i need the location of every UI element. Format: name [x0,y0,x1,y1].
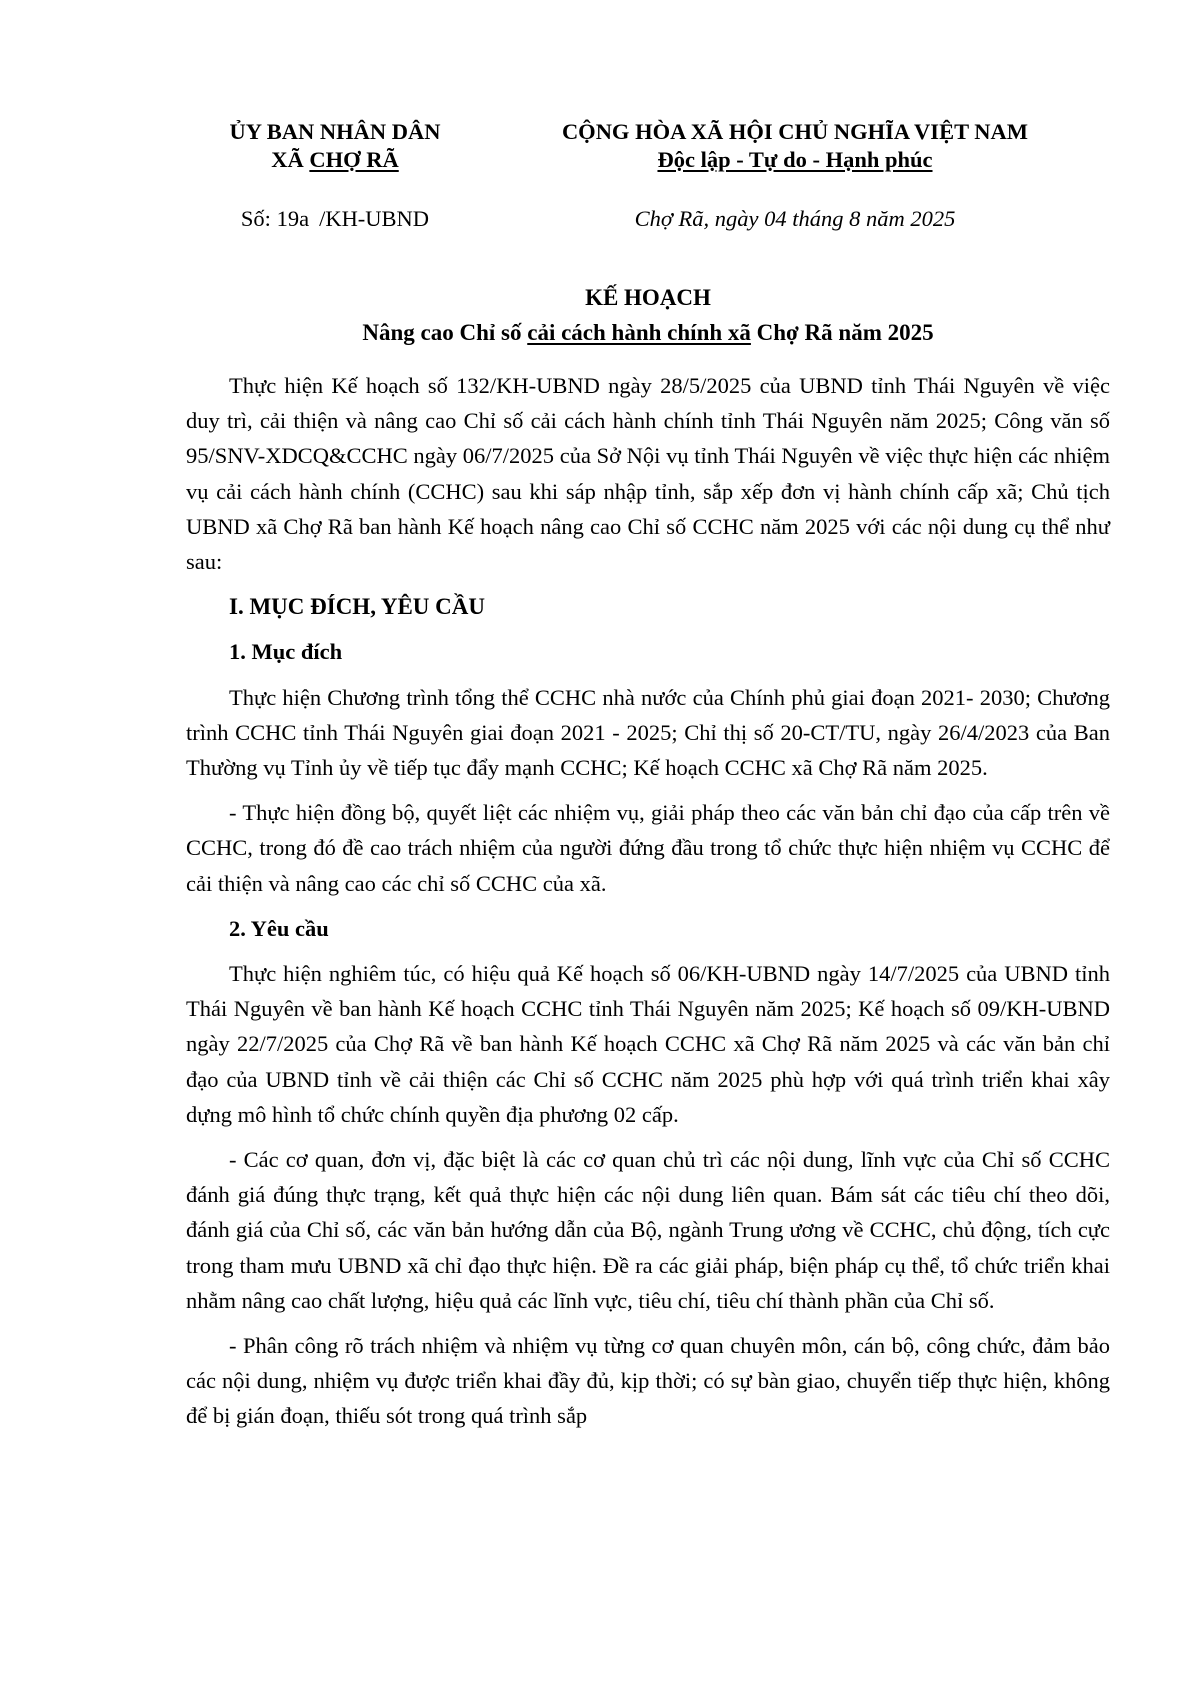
subject-part-underlined: cải cách hành chính xã [527,320,751,345]
section-heading: I. MỤC ĐÍCH, YÊU CẦU [229,594,485,620]
nation-motto: Độc lập - Tự do - Hạnh phúc [657,147,933,172]
agency-line-2 [190,146,480,174]
paragraph: - Phân công rõ trách nhiệm và nhiệm vụ từng cơ quan chuyên môn, cán bộ, công chức, đảm bảo các nội dung, nhiệm vụ được triển khai đầy đủ, kịp thời; có sự bàn giao, chuyển tiếp thực hiện, không để bị gián đoạn, thiếu sót trong quá trình sắp [186,1333,1110,1429]
subsection-heading-requirements: 2. Yêu cầu [229,915,329,941]
subject-part-1: Nâng cao Chỉ số [362,320,528,345]
agency-prefix: XÃ [271,147,310,172]
document-type: KẾ HOẠCH [585,285,711,310]
paragraph: Thực hiện Chương trình tổng thể CCHC nhà nước của Chính phủ giai đoạn 2021- 2030; Chương trình CCHC tỉnh Thái Nguyên giai đoạn 2021 - 2025; Chỉ thị số 20-CT/TU, ngày 26/4/2023 của Ban Thường vụ Tỉnh ủy về tiếp tục đẩy mạnh CCHC; Kế hoạch CCHC xã Chợ Rã năm 2025. [186,684,1110,781]
document-title [186,280,1110,350]
paragraph: - Thực hiện đồng bộ, quyết liệt các nhiệm vụ, giải pháp theo các văn bản chỉ đạo của cấp trên về CCHC, trong đó đề cao trách nhiệm của người đứng đầu trong tổ chức thực hiện nhiệm vụ CCHC để cải thiện và nâng cao các chỉ số CCHC của xã. [186,800,1110,896]
intro-paragraph: Thực hiện Kế hoạch số 132/KH-UBND ngày 28/5/2025 của UBND tỉnh Thái Nguyên về việc duy trì, cải thiện và nâng cao Chỉ số cải cách hành chính tỉnh Thái Nguyên năm 2025; Công văn số 95/SNV-XDCQ&CCHC ngày 06/7/2025 của Sở Nội vụ tỉnh Thái Nguyên về việc thực hiện các nhiệm vụ cải cách hành chính (CCHC) sau khi sáp nhập tỉnh, sắp xếp đơn vị hành chính cấp xã; Chủ tịch UBND xã Chợ Rã ban hành Kế hoạch nâng cao Chỉ số CCHC năm 2025 với các nội dung cụ thể như sau: [186,373,1110,575]
national-header [500,118,1090,174]
agency-name: CHỢ RÃ [309,147,399,172]
document-number-suffix: /KH-UBND [319,206,430,231]
document-number-value: 19a [276,206,310,231]
document-body [186,368,1110,1444]
document-number [190,205,480,233]
document-number-label: Số: [240,206,271,231]
place-date: Chợ Rã, ngày 04 tháng 8 năm 2025 [634,206,956,231]
subsection-heading-purpose: 1. Mục đích [229,639,343,665]
document-subject [186,315,1110,350]
paragraph: Thực hiện nghiêm túc, có hiệu quả Kế hoạch số 06/KH-UBND ngày 14/7/2025 của UBND tỉnh Thái Nguyên về ban hành Kế hoạch CCHC tỉnh Thái Nguyên năm 2025; Kế hoạch số 09/KH-UBND ngày 22/7/2025 của Chợ Rã về ban hành Kế hoạch CCHC xã Chợ Rã năm 2025 và các văn bản chỉ đạo của UBND tỉnh về cải thiện các Chỉ số CCHC năm 2025 phù hợp với quá trình triển khai xây dựng mô hình tổ chức chính quyền địa phương 02 cấp. [186,961,1110,1127]
subject-part-3: Chợ Rã năm 2025 [750,320,934,345]
paragraph: - Các cơ quan, đơn vị, đặc biệt là các cơ quan chủ trì các nội dung, lĩnh vực của Chỉ số CCHC đánh giá đúng thực trạng, kết quả thực hiện các nội dung liên quan. Bám sát các tiêu chí theo dõi, đánh giá của Chỉ số, các văn bản hướng dẫn của Bộ, ngành Trung ương về CCHC, chủ động, tích cực trong tham mưu UBND xã chỉ đạo thực hiện. Đề ra các giải pháp, biện pháp cụ thể, tổ chức triển khai nhằm nâng cao chất lượng, hiệu quả các lĩnh vực, tiêu chí, tiêu chí thành phần của Chỉ số. [186,1147,1110,1313]
nation-title: CỘNG HÒA XÃ HỘI CHỦ NGHĨA VIỆT NAM [561,119,1029,144]
issuing-agency-header [190,118,480,174]
agency-line-1: ỦY BAN NHÂN DÂN [229,119,441,144]
